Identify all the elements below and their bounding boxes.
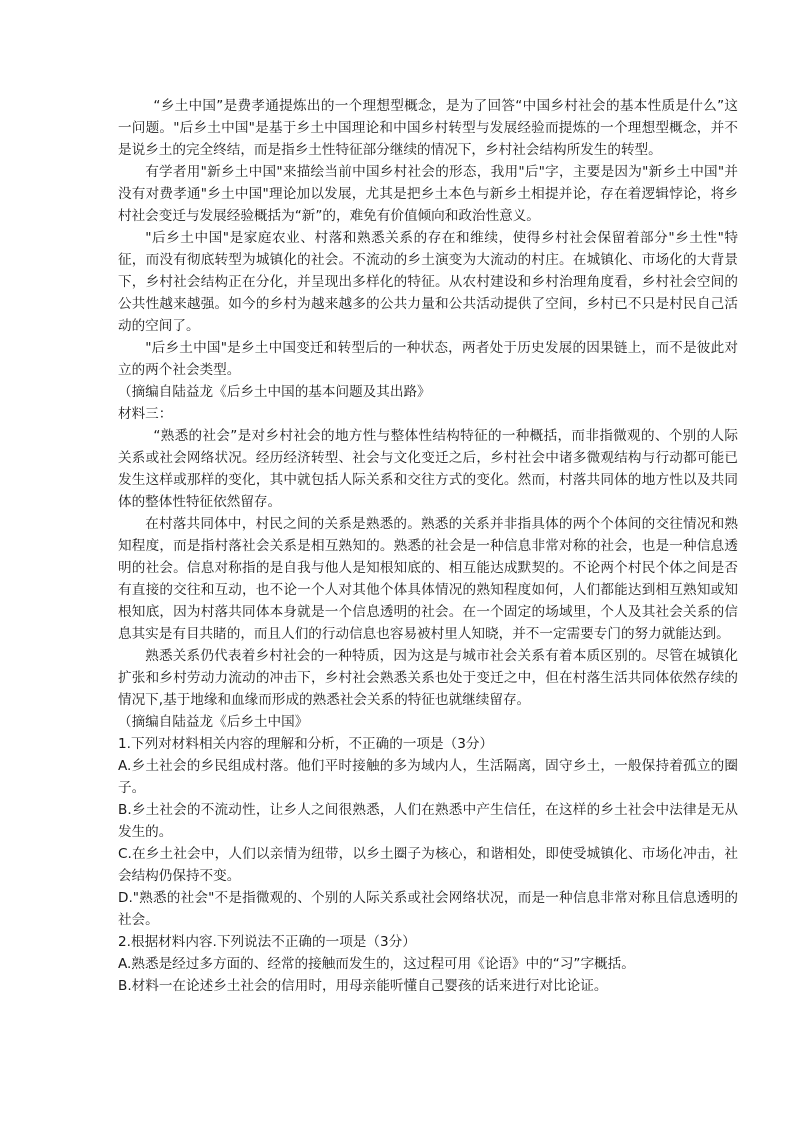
answer-option: D."熟悉的社会"不是指微观的、个别的人际关系或社会网络状况，而是一种信息非常对称且信息透明的社会。 <box>118 890 738 928</box>
paragraph: "后乡土中国"是乡土中国变迁和转型后的一种状态，两者处于历史发展的因果链上，而不是彼此对立的两个社会类型。 <box>118 340 738 378</box>
material-two <box>118 95 738 403</box>
material-three <box>118 403 738 733</box>
paragraph: “乡土中国”是费孝通提炼出的一个理想型概念，是为了回答“中国乡村社会的基本性质是什么”这一问题。"后乡土中国"是基于乡土中国理论和中国乡村转型与发展经验而提炼的一个理想型概念，并不是说乡土的完全终结，而是指乡土性特征部分继续的情况下，乡村社会结构所发生的转型。 <box>118 98 738 158</box>
source-citation: （摘编自陆益龙《后乡土中国》 <box>118 714 309 730</box>
document-page <box>118 95 738 997</box>
answer-option: C.在乡土社会中，人们以亲情为纽带，以乡土圈子为核心，和谐相处，即使受城镇化、市场化冲击，社会结构仍保持不变。 <box>118 846 738 884</box>
answer-option: A.熟悉是经过多方面的、经常的接触而发生的，这过程可用《论语》中的“习”字概括。 <box>118 956 635 972</box>
paragraph: “熟悉的社会”是对乡村社会的地方性与整体性结构特征的一种概括，而非指微观的、个别的人际关系或社会网络状况。经历经济转型、社会与文化变迁之后，乡村社会中诸多微观结构与行动都可能已发生这样或那样的变化，其中就包括人际关系和交往方式的变化。然而，村落共同体的地方性以及共同体的整体性特征依然留存。 <box>118 428 738 510</box>
answer-option: A.乡土社会的乡民组成村落。他们平时接触的多为域内人，生活隔离，固守乡土，一般保持着孤立的圈子。 <box>118 758 738 796</box>
question-one <box>118 733 738 931</box>
paragraph: 在村落共同体中，村民之间的关系是熟悉的。熟悉的关系并非指具体的两个个体间的交往情况和熟知程度，而是指村落社会关系是相互熟知的。熟悉的社会是一种信息非常对称的社会，也是一种信息透明的社会。信息对称指的是自我与他人是知根知底的、相互能达成默契的。不论两个村民个体之间是否有直接的交往和互动，也不论一个人对其他个体具体情况的熟知程度如何，人们都能达到相互熟知或知根知底，因为村落共同体本身就是一个信息透明的社会。在一个固定的场域里，个人及其社会关系的信息其实是有目共睹的，而且人们的行动信息也容易被村里人知晓，并不一定需要专门的努力就能达到。 <box>118 516 738 642</box>
source-citation: （摘编自陆益龙《后乡土中国的基本问题及其出路》 <box>118 384 431 400</box>
question-two <box>118 931 738 997</box>
answer-option: B.材料一在论述乡土社会的信用时，用母亲能听懂自己婴孩的话来进行对比论证。 <box>118 978 608 994</box>
question-title: 1.下列对材料相关内容的理解和分析，不正确的一项是（3分） <box>118 736 494 752</box>
paragraph: "后乡土中国"是家庭农业、村落和熟悉关系的存在和维续，使得乡村社会保留着部分"乡土性"特征，而没有彻底转型为城镇化的社会。不流动的乡土演变为大流动的村庄。在城镇化、市场化的大背景下，乡村社会结构正在分化，并呈现出多样化的特征。从农村建设和乡村治理角度看，乡村社会空间的公共性越来越强。如今的乡村为越来越多的公共力量和公共活动提供了空间，乡村已不只是村民自己活动的空间了。 <box>118 230 738 334</box>
section-heading: 材料三： <box>118 406 173 422</box>
answer-option: B.乡土社会的不流动性，让乡人之间很熟悉，人们在熟悉中产生信任，在这样的乡土社会中法律是无从发生的。 <box>118 802 738 840</box>
question-title: 2.根据材料内容.下列说法不正确的一项是（3分） <box>118 934 416 950</box>
paragraph: 有学者用"新乡土中国"来描绘当前中国乡村社会的形态，我用"后"字，主要是因为"新乡土中国"并没有对费孝通"乡土中国"理论加以发展，尤其是把乡土本色与新乡土相提并论，存在着逻辑悖论，将乡村社会变迁与发展经验概括为“新”的，难免有价值倾向和政治性意义。 <box>118 164 738 224</box>
paragraph: 熟悉关系仍代表着乡村社会的一种特质，因为这是与城市社会关系有着本质区别的。尽管在城镇化扩张和乡村劳动力流动的冲击下，乡村社会熟悉关系也处于变迁之中，但在村落生活共同体依然存续的情况下,基于地缘和血缘而形成的熟悉社会关系的特征也就继续留存。 <box>118 648 738 708</box>
